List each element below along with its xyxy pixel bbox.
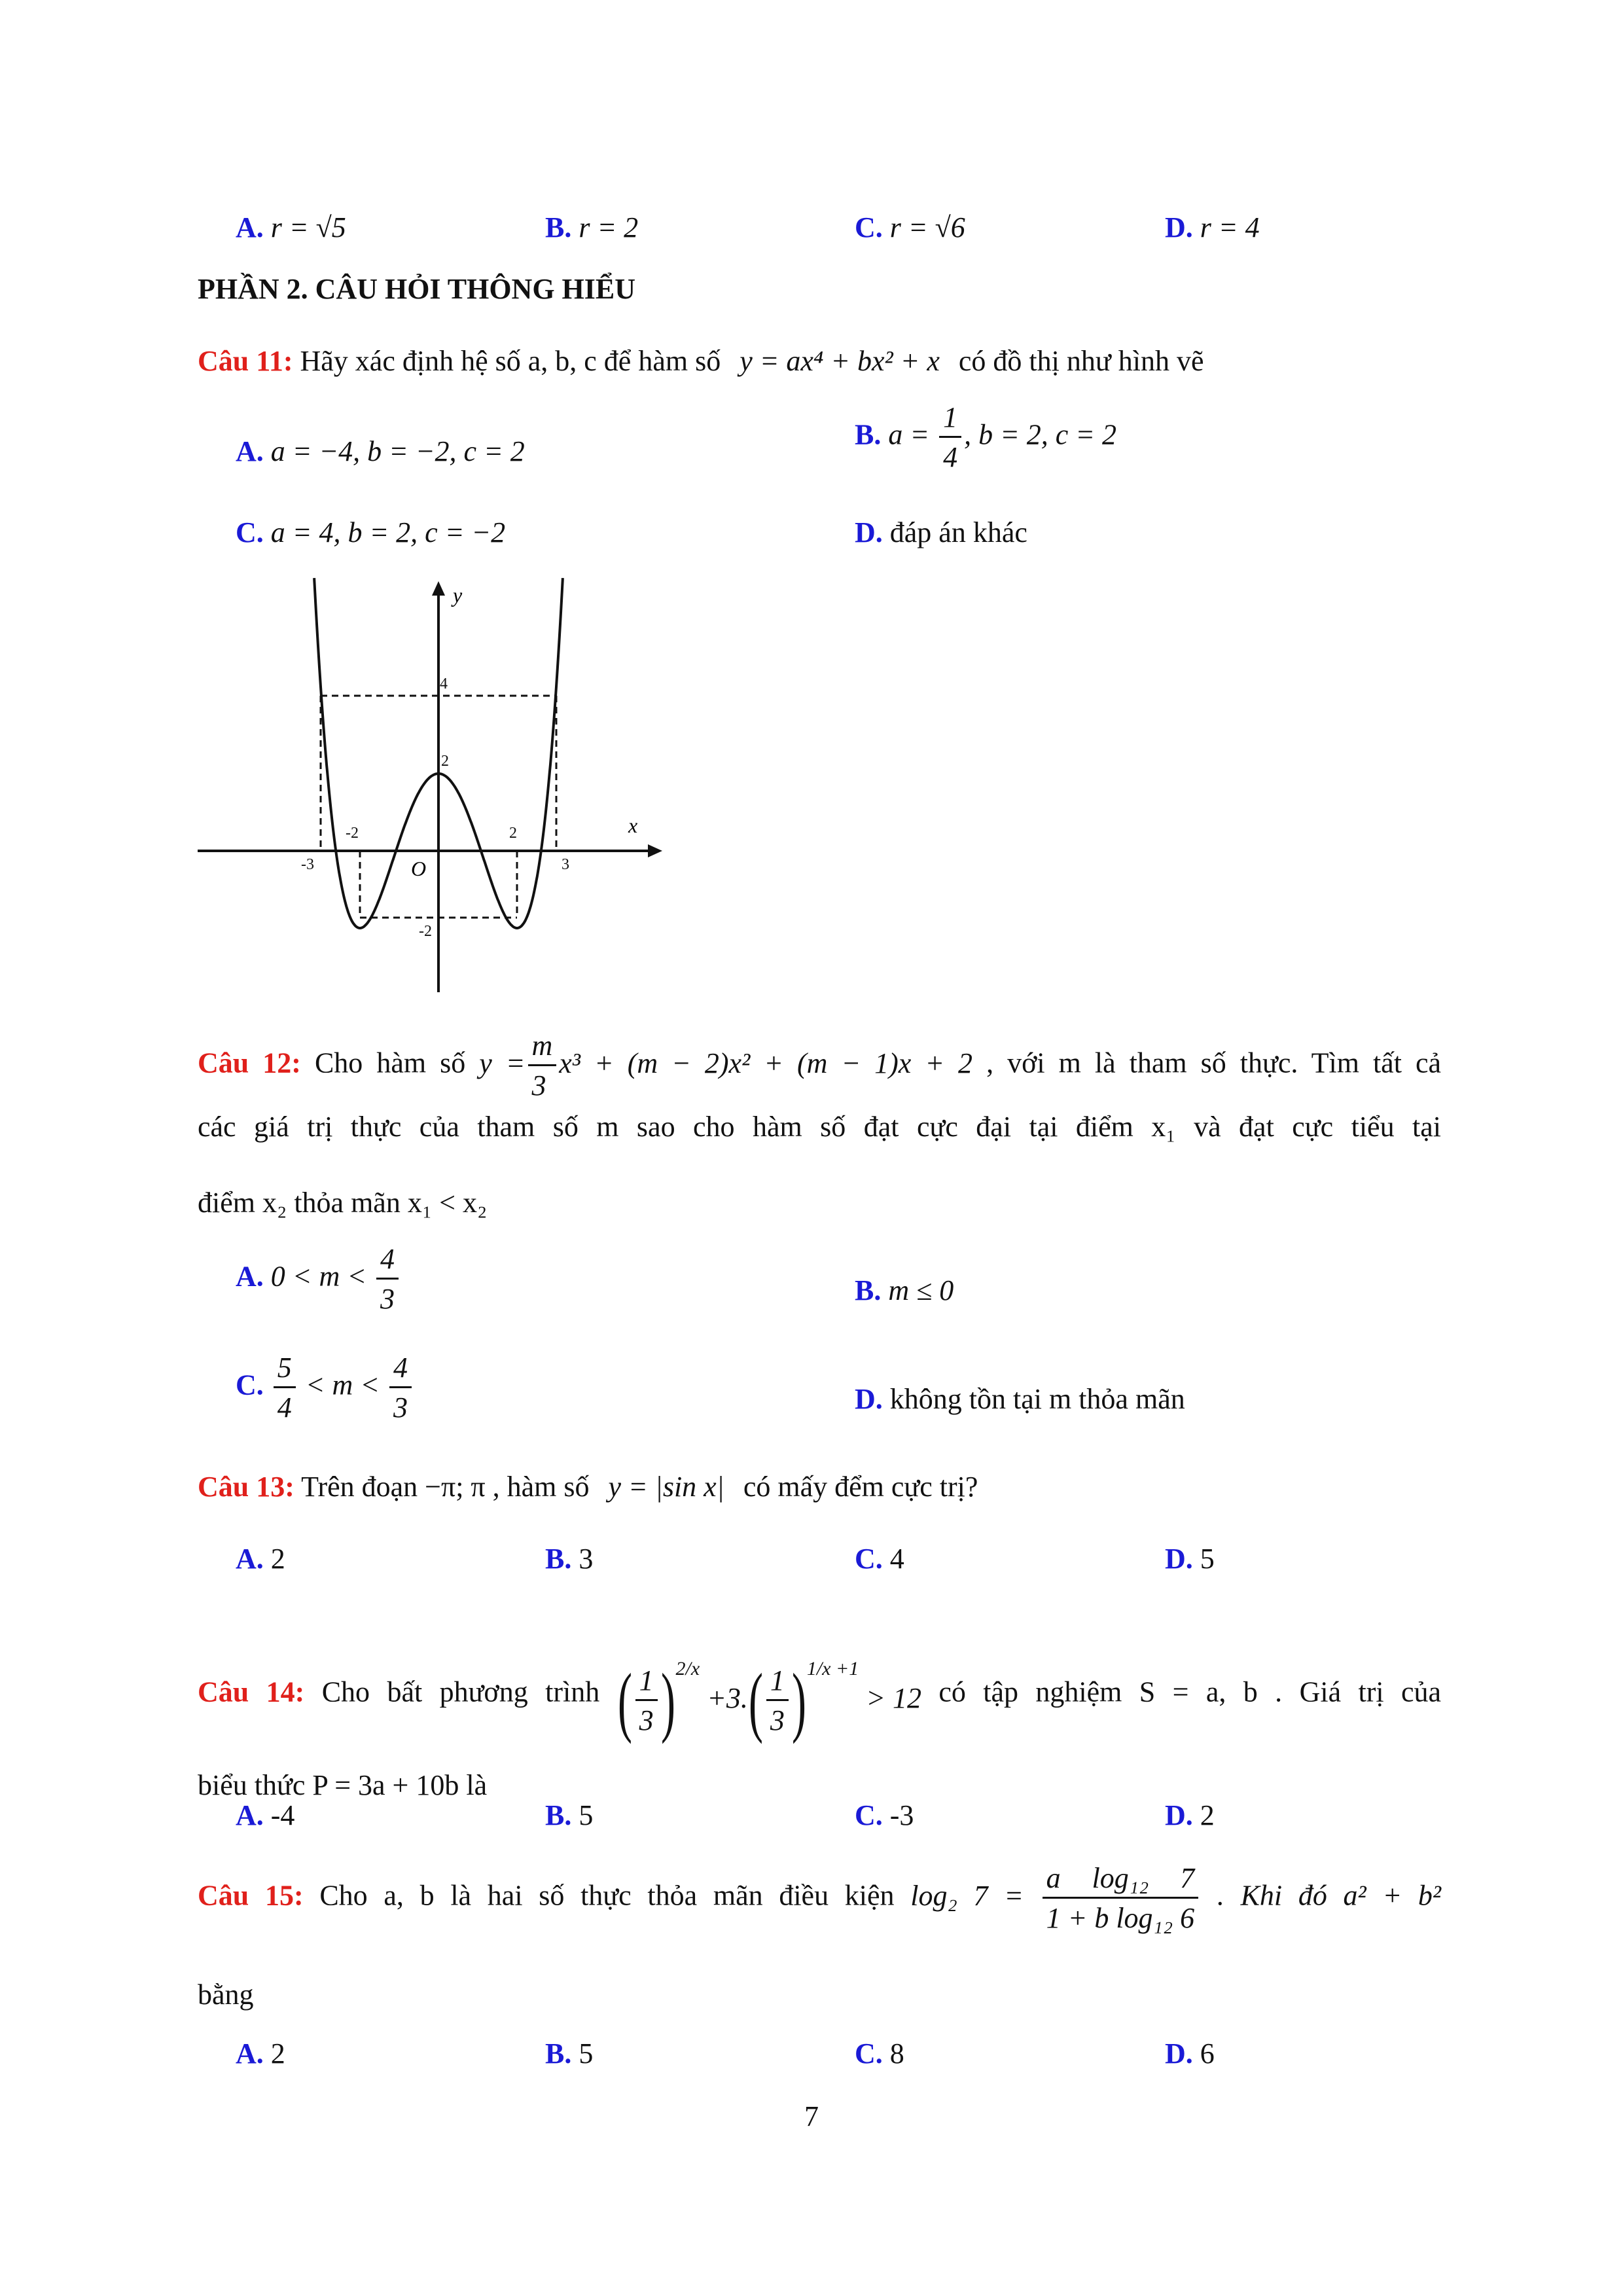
x-axis-label: x [628, 814, 638, 837]
q11-option-d: D. đáp án khác [855, 516, 1027, 548]
q15-stem-line2: bằng [198, 1979, 254, 2011]
q15-option-b: B. 5 [545, 2037, 594, 2070]
q12-stem-line3: điểm x₂ thỏa mãn x₁ < x₂ [198, 1187, 488, 1219]
tick-x-3: 3 [562, 856, 569, 873]
q15-formula: log₂ 7 = $\frac{\text{a log₁₂ 7}}{\text{1 + b log₁₂ 6}}$ [910, 1880, 1217, 1912]
x-axis-arrow-icon [648, 844, 662, 857]
q14-label: Câu 14: [198, 1676, 305, 1708]
q10-option-a: A. r = √5 [236, 211, 346, 243]
quartic-graph [196, 576, 681, 995]
tick-x-m2: -2 [346, 825, 359, 842]
q15-tail: . Khi đó a² + b² [1217, 1879, 1442, 1912]
q14-option-a: A. -4 [236, 1799, 295, 1831]
q15-option-a: A. 2 [236, 2037, 285, 2070]
q11-text: Hãy xác định hệ số a, b, c để hàm số [300, 345, 721, 377]
q12-text1: Cho hàm số [314, 1047, 466, 1079]
q13-text: Trên đoạn −π; π , hàm số [301, 1471, 590, 1503]
q13-formula: y = |sin x| [608, 1471, 724, 1503]
q14-option-c: C. -3 [855, 1799, 914, 1831]
q14-stem-line2: biểu thức P = 3a + 10b là [198, 1769, 488, 1801]
y-axis-label: y [453, 583, 463, 607]
q12-option-d: D. không tồn tại m thỏa mãn [855, 1383, 1185, 1415]
q12-label: Câu 12: [198, 1047, 301, 1079]
q10-option-c: C. r = √6 [855, 211, 965, 243]
q14-tail: có tập nghiệm S = a, b . Giá trị của [938, 1676, 1442, 1708]
q12-stem-line2: các giá trị thực của tham số m sao cho hàm số đạt cực đại tại điểm x₁ và đạt cực tiểu tại [198, 1111, 1441, 1143]
q14-text: Cho bất phương trình [321, 1676, 600, 1708]
q12-option-c: C. $\frac{5}{4}$ < m < $\frac{4}{3}$ [236, 1354, 414, 1422]
tick-y-4: 4 [440, 675, 448, 692]
q11-option-c: C. a = 4, b = 2, c = −2 [236, 516, 506, 548]
q14-formula: ( $\frac{1}{3}$ )$^{2/x}$ +3.( $\frac{1}{3}$ )$^{1/x +1}$ > 12 [617, 1657, 921, 1744]
q12-formula: y = $\frac{m}{3}$ x³ + (m − 2)x² + (m − 1)x + 2 [479, 1030, 973, 1102]
q13-option-d: D. 5 [1165, 1543, 1215, 1575]
q13-option-a: A. 2 [236, 1543, 285, 1575]
tick-y-m2: -2 [419, 923, 432, 940]
q12-option-a: A. 0 < m < $\frac{4}{3}$ [236, 1245, 401, 1314]
y-axis-arrow-icon [432, 581, 445, 596]
q12-option-b: B. m ≤ 0 [855, 1274, 954, 1306]
tick-x-2: 2 [509, 825, 517, 842]
q11-tail: có đồ thị như hình vẽ [958, 345, 1204, 377]
tick-y-2: 2 [441, 753, 449, 770]
q10-option-b: B. r = 2 [545, 211, 639, 243]
q15-option-d: D. 6 [1165, 2037, 1215, 2070]
q11-formula: y = ax⁴ + bx² + x [740, 345, 940, 377]
q15-label: Câu 15: [198, 1879, 304, 1912]
q14-option-d: D. 2 [1165, 1799, 1215, 1831]
q13-option-c: C. 4 [855, 1543, 904, 1575]
q11-label: Câu 11: [198, 345, 293, 377]
q10-option-d: D. r = 4 [1165, 211, 1260, 243]
section-heading: PHẦN 2. CÂU HỎI THÔNG HIỂU [198, 273, 636, 305]
q11-option-b: B. a = $\frac{1}{4}$ , b = 2, c = 2 [855, 401, 1116, 473]
q13-tail: có mấy đểm cực trị? [743, 1471, 978, 1503]
q14-option-b: B. 5 [545, 1799, 594, 1831]
origin-label: O [411, 857, 427, 880]
q12-text1b: , với m là tham số thực. Tìm tất cả [986, 1047, 1442, 1079]
page-number: 7 [804, 2100, 819, 2132]
q15-text: Cho a, b là hai số thực thỏa mãn điều kiện [319, 1879, 895, 1912]
q11-option-a: A. a = −4, b = −2, c = 2 [236, 435, 525, 467]
q15-option-c: C. 8 [855, 2037, 904, 2070]
q13-label: Câu 13: [198, 1471, 294, 1503]
q13-option-b: B. 3 [545, 1543, 594, 1575]
tick-x-m3: -3 [301, 856, 314, 873]
